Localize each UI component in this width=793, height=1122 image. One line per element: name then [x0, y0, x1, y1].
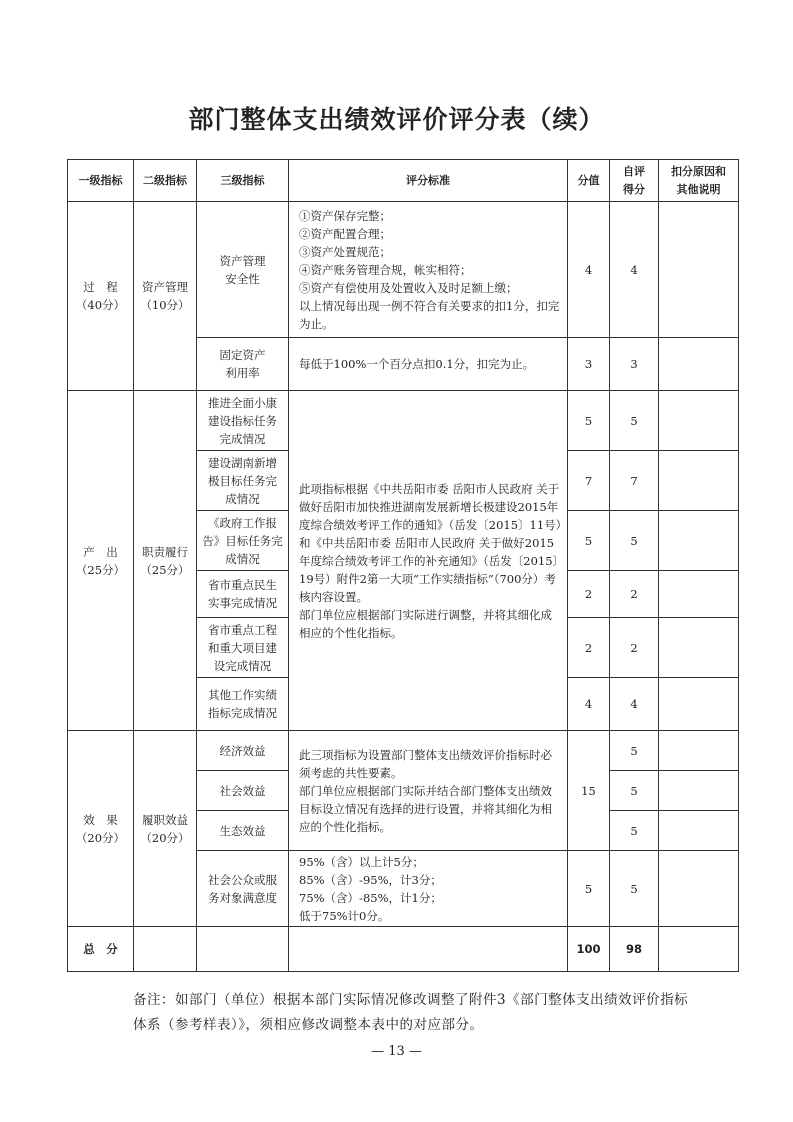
- level2-cell: 职责履行 （25分）: [134, 391, 197, 731]
- table-row: [68, 202, 739, 338]
- score-cell: 7: [568, 451, 610, 511]
- total-label: 总 分: [68, 927, 134, 972]
- header-level1: 一级指标: [68, 160, 134, 202]
- remarks-cell: [659, 678, 739, 731]
- total-score: 100: [568, 927, 610, 972]
- remarks-cell: [659, 391, 739, 451]
- score-cell: 4: [568, 202, 610, 338]
- self-score-cell: 2: [610, 618, 659, 678]
- level3-cell: 省市重点民生 实事完成情况: [197, 571, 289, 618]
- score-cell: 2: [568, 571, 610, 618]
- page-title: 部门整体支出绩效评价评分表（续）: [188, 105, 605, 134]
- self-score-cell: 5: [610, 771, 659, 811]
- remarks-cell: [659, 731, 739, 771]
- score-cell: 5: [568, 391, 610, 451]
- self-score-cell: 3: [610, 338, 659, 391]
- remarks-cell: [659, 851, 739, 927]
- level1-cell: 过 程 （40分）: [68, 202, 134, 391]
- header-score: 分值: [568, 160, 610, 202]
- remarks-cell: [659, 927, 739, 972]
- empty-cell: [134, 927, 197, 972]
- level3-cell: 推进全面小康 建设指标任务 完成情况: [197, 391, 289, 451]
- self-score-cell: 5: [610, 511, 659, 571]
- header-remarks: 扣分原因和 其他说明: [659, 160, 739, 202]
- level3-cell: 固定资产 利用率: [197, 338, 289, 391]
- self-score-cell: 5: [610, 811, 659, 851]
- remarks-cell: [659, 771, 739, 811]
- self-score-cell: 5: [610, 851, 659, 927]
- criteria-cell: 每低于100%一个百分点扣0.1分，扣完为止。: [289, 338, 568, 391]
- level3-cell: 《政府工作报 告》目标任务完 成情况: [197, 511, 289, 571]
- score-cell: 5: [568, 511, 610, 571]
- evaluation-table: [67, 159, 739, 972]
- total-row: [68, 927, 739, 972]
- header-criteria: 评分标准: [289, 160, 568, 202]
- remarks-cell: [659, 571, 739, 618]
- remarks-cell: [659, 618, 739, 678]
- header-level2: 二级指标: [134, 160, 197, 202]
- score-cell: 2: [568, 618, 610, 678]
- self-score-cell: 5: [610, 731, 659, 771]
- level3-cell: 社会公众或服 务对象满意度: [197, 851, 289, 927]
- remarks-cell: [659, 451, 739, 511]
- criteria-cell: ①资产保存完整； ②资产配置合理； ③资产处置规范； ④资产账务管理合规，帐实相符； ⑤资产有偿使用及处置收入及时足额上缴； 以上情况每出现一例不符合有关要求的扣1分，扣完为止。: [289, 202, 568, 338]
- self-score-cell: 4: [610, 678, 659, 731]
- level3-cell: 建设湖南新增 极目标任务完 成情况: [197, 451, 289, 511]
- level3-cell: 生态效益: [197, 811, 289, 851]
- level1-cell: 产 出 （25分）: [68, 391, 134, 731]
- remarks-cell: [659, 202, 739, 338]
- score-cell: 15: [568, 731, 610, 851]
- score-cell: 4: [568, 678, 610, 731]
- remarks-cell: [659, 811, 739, 851]
- criteria-cell: 此三项指标为设置部门整体支出绩效评价指标时必须考虑的共性要素。 部门单位应根据部门实际并结合部门整体支出绩效目标设立情况有选择的进行设置，并将其细化为相应的个性化指标。: [289, 731, 568, 851]
- level1-cell: 效 果 （20分）: [68, 731, 134, 927]
- table-row: [68, 391, 739, 451]
- level3-cell: 省市重点工程 和重大项目建 设完成情况: [197, 618, 289, 678]
- header-level3: 三级指标: [197, 160, 289, 202]
- criteria-cell: 此项指标根据《中共岳阳市委 岳阳市人民政府 关于做好岳阳市加快推进湖南发展新增长极建设2015年度综合绩效考评工作的通知》（岳发〔2015〕11号）和《中共岳阳市委 岳阳市人民政府 关于做好2015年度综合绩效考评工作的补充通知》（岳发〔2015〕19号）附件2第一大项“工作实绩指标”（700分）考核内容设置。 部门单位应根据部门实际进行调整，并将其细化成相应的个性化指标。: [289, 391, 568, 731]
- remarks-cell: [659, 338, 739, 391]
- total-self-score: 98: [610, 927, 659, 972]
- header-row: [68, 160, 739, 202]
- self-score-cell: 5: [610, 391, 659, 451]
- level3-cell: 经济效益: [197, 731, 289, 771]
- level3-cell: 社会效益: [197, 771, 289, 811]
- level2-cell: 履职效益 （20分）: [134, 731, 197, 927]
- self-score-cell: 2: [610, 571, 659, 618]
- level3-cell: 资产管理 安全性: [197, 202, 289, 338]
- criteria-cell: 95%（含）以上计5分； 85%（含）-95%，计3分； 75%（含）-85%，计1分； 低于75%计0分。: [289, 851, 568, 927]
- table-row: [68, 731, 739, 771]
- self-score-cell: 7: [610, 451, 659, 511]
- remarks-cell: [659, 511, 739, 571]
- score-cell: 3: [568, 338, 610, 391]
- page-number: — 13 —: [371, 1044, 422, 1059]
- empty-cell: [197, 927, 289, 972]
- header-self-score: 自评 得分: [610, 160, 659, 202]
- empty-cell: [289, 927, 568, 972]
- score-cell: 5: [568, 851, 610, 927]
- footnote: 备注：如部门（单位）根据本部门实际情况修改调整了附件3《部门整体支出绩效评价指标体系（参考样表）》，须相应修改调整本表中的对应部分。: [133, 992, 689, 1033]
- level2-cell: 资产管理 （10分）: [134, 202, 197, 391]
- self-score-cell: 4: [610, 202, 659, 338]
- level3-cell: 其他工作实绩 指标完成情况: [197, 678, 289, 731]
